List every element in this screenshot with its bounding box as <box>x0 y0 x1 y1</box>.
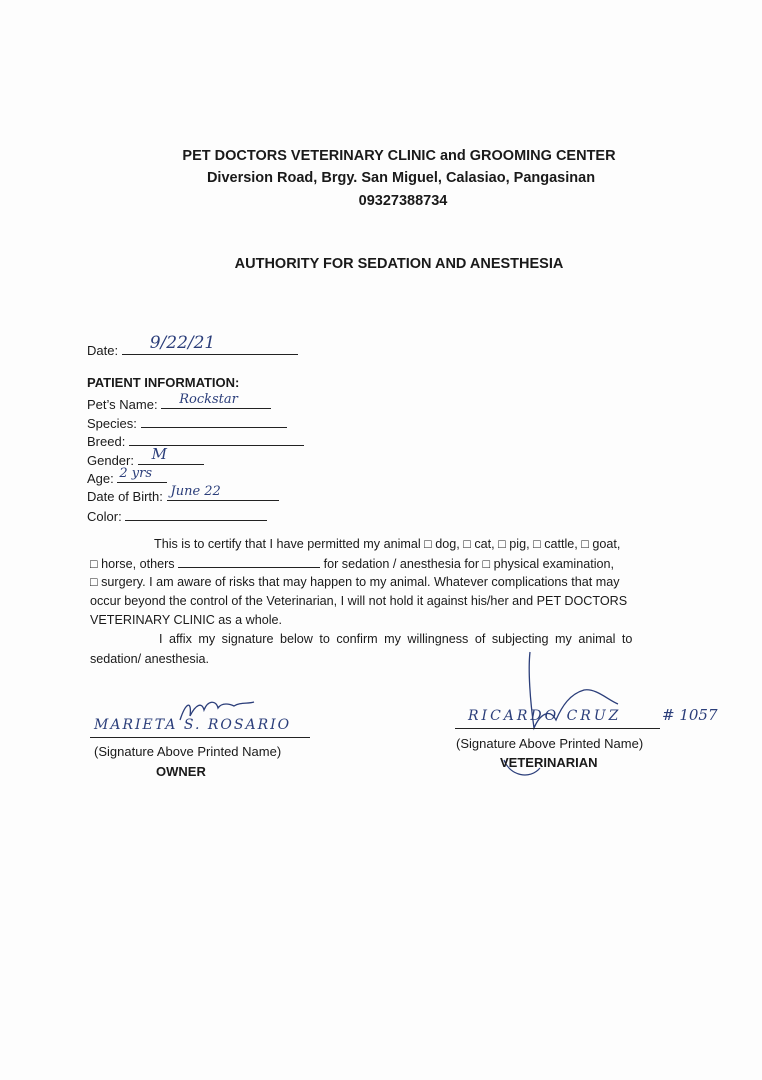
clinic-name: PET DOCTORS VETERINARY CLINIC and GROOMING CENTER <box>182 148 616 164</box>
dob-line <box>167 484 279 501</box>
body-line-3: □ surgery. I am aware of risks that may happen to my animal. Whatever complications that may <box>90 575 620 589</box>
color-label: Color: <box>87 509 122 524</box>
age-value: 2 yrs <box>119 466 153 481</box>
gender-line <box>138 445 204 465</box>
body-line-2a: □ horse, others <box>90 557 175 571</box>
age-label: Age: <box>87 471 114 486</box>
owner-printed-name: MARIETA S. ROSARIO <box>94 717 292 733</box>
species-line <box>141 414 287 428</box>
patient-info-heading: PATIENT INFORMATION: <box>87 375 240 390</box>
date-label: Date: <box>87 343 119 358</box>
pet-name-line <box>161 392 271 409</box>
breed-line <box>129 432 304 446</box>
breed-label: Breed: <box>87 434 126 449</box>
pet-name-field <box>87 392 271 412</box>
owner-signature-line <box>90 737 310 738</box>
form-title: AUTHORITY FOR SEDATION AND ANESTHESIA <box>234 256 564 272</box>
body-line-5: VETERINARY CLINIC as a whole. <box>90 613 283 627</box>
others-line <box>178 556 320 568</box>
vet-caption: (Signature Above Printed Name) <box>456 736 644 751</box>
breed-field <box>87 432 304 449</box>
owner-caption: (Signature Above Printed Name) <box>94 744 282 759</box>
vet-signature-line <box>455 728 660 729</box>
dob-value: June 22 <box>170 484 221 499</box>
species-label: Species: <box>87 416 137 431</box>
clinic-address: Diversion Road, Brgy. San Miguel, Calasiao, Pangasinan <box>206 170 596 186</box>
color-line <box>125 507 267 521</box>
dob-label: Date of Birth: <box>87 489 163 504</box>
dob-field <box>87 484 279 504</box>
age-line <box>117 466 167 483</box>
date-line <box>122 333 298 355</box>
pet-name-value: Rockstar <box>179 392 238 407</box>
body-line-2 <box>90 556 614 571</box>
owner-role: OWNER <box>156 764 206 779</box>
body-line-1: This is to certify that I have permitted my animal □ dog, □ cat, □ pig, □ cattle, □ goat, <box>154 537 621 551</box>
body-line-4: occur beyond the control of the Veterinarian, I will not hold it against his/her and PET DOCTORS <box>90 594 628 608</box>
body-line-7: sedation/ anesthesia. <box>90 652 210 666</box>
date-field <box>87 333 298 358</box>
body-line-6: I affix my signature below to confirm my willingness of subjecting my animal to <box>159 632 633 646</box>
body-line-2b: for sedation / anesthesia for □ physical examination, <box>323 557 615 571</box>
vet-printed-name: RICARDO CRUZ <box>468 708 622 724</box>
date-value: 9/22/21 <box>149 333 216 353</box>
species-field <box>87 414 287 431</box>
clinic-phone: 09327388734 <box>358 193 448 209</box>
age-field <box>87 466 167 486</box>
gender-value: M <box>151 445 167 463</box>
gender-label: Gender: <box>87 453 134 468</box>
vet-role: VETERINARIAN <box>500 755 598 770</box>
vet-license-number: # 1057 <box>662 706 718 724</box>
color-field <box>87 507 267 524</box>
pet-name-label: Pet’s Name: <box>87 397 158 412</box>
